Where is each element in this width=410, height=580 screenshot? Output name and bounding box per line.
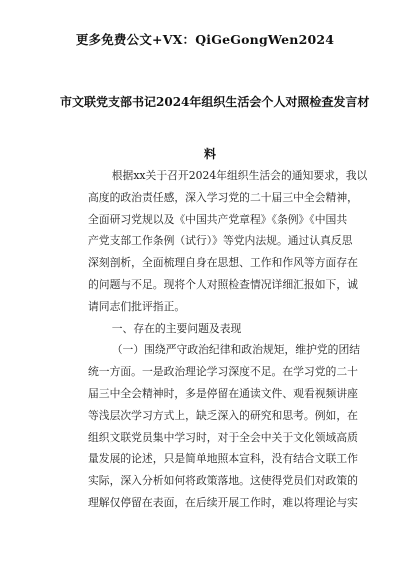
title-line-1: 市文联党支部书记2024年组织生活会个人对照检查发言材 — [60, 95, 370, 109]
intro-line: 高度的政治责任感，深入学习党的二十届三中全会精神， — [88, 190, 358, 204]
promo-banner: 更多免费公文+VX：QiGeGongWen2024 — [75, 32, 335, 47]
title-line-2: 料 — [203, 147, 216, 161]
intro-line: 产党支部工作条例（试行）》等党内法规。通过认真反思 — [88, 234, 353, 248]
subsection-line: 量发展的论述，只是简单地照本宣科，没有结合文联工作 — [88, 452, 358, 466]
document-body — [88, 165, 368, 514]
intro-paragraph — [88, 165, 368, 318]
intro-line: 全面研习党规以及《中国共产党章程》《条例》《中国共 — [88, 212, 348, 226]
subsection-line: 统一方面。一是政治理论学习深度不足。在学习党的二十 — [88, 365, 358, 379]
subsection-line: （一）围绕严守政治纪律和政治规矩，维护党的团结 — [111, 343, 361, 357]
subsection-paragraph — [88, 339, 361, 513]
intro-line: 请同志们批评指正。 — [88, 299, 186, 313]
intro-line: 根据xx关于召开2024年组织生活会的通知要求，我以 — [111, 169, 368, 182]
intro-line: 的问题与不足。现将个人对照检查情况详细汇报如下，诚 — [88, 277, 358, 291]
subsection-line: 组织文联党员集中学习时，对于全会中关于文化领域高质 — [88, 430, 358, 444]
subsection-line: 等浅层次学习方式上，缺乏深入的研究和思考。例如，在 — [88, 408, 358, 422]
intro-line: 深刻剖析，全面梳理自身在思想、工作和作风等方面存在 — [88, 256, 358, 270]
subsection-line: 届三中全会精神时，多是停留在通读文件、观看视频讲座 — [88, 386, 358, 400]
section-heading: 一、存在的主要问题及表现 — [111, 321, 242, 335]
subsection-line: 理解仅停留在表面，在后续开展工作时，难以将理论与实 — [88, 495, 358, 509]
subsection-line: 实际，深入分析如何将政策落地。这使得党员们对政策的 — [88, 474, 358, 488]
